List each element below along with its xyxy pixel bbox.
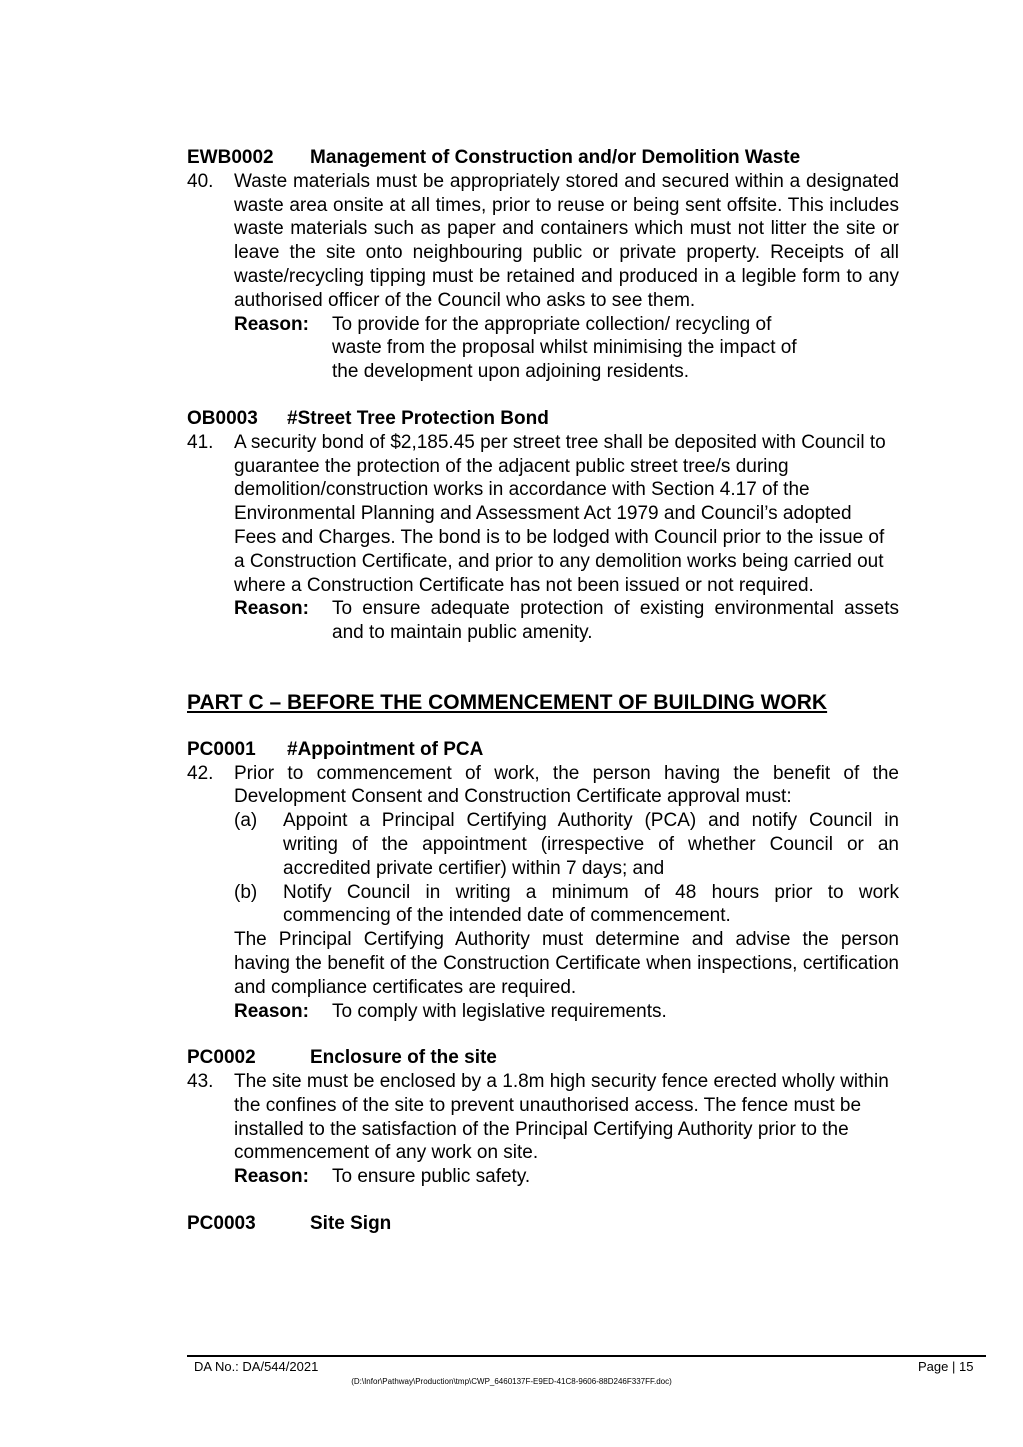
condition-number: 42. <box>187 762 214 784</box>
condition-title: Management of Construction and/or Demolition Waste <box>310 147 801 168</box>
condition-number: 41. <box>187 431 214 453</box>
reason-label: Reason: <box>234 1166 309 1188</box>
reason-block <box>234 1165 899 1189</box>
condition-code: PC0002 <box>187 1047 256 1069</box>
condition-code: PC0001 <box>187 738 256 760</box>
condition-code: EWB0002 <box>187 147 274 168</box>
footer-da-number: DA No.: DA/544/2021 <box>194 1359 319 1374</box>
footer-rule <box>187 1355 986 1357</box>
reason-block <box>234 313 899 384</box>
reason-text: To comply with legislative requirements. <box>332 1000 667 1022</box>
sub-item-a <box>234 809 899 880</box>
condition-number: 40. <box>187 170 214 192</box>
footer-file-path: (D:\Infor\Pathway\Production\tmp\CWP_6460137F-E9ED-41C8-9606-88D246F337FF.doc) <box>351 1377 672 1386</box>
condition-title: Enclosure of the site <box>310 1047 497 1069</box>
sub-item-text: Notify Council in writing a minimum of 48 hours prior to work commencing of the intended date of commencement. <box>283 881 899 927</box>
condition-heading-pc0002 <box>187 1046 899 1070</box>
document-content <box>187 146 899 1236</box>
sub-item-b <box>234 881 899 929</box>
condition-text: Prior to commencement of work, the person having the benefit of the Development Consent and Construction Certificate approval must: <box>234 762 899 808</box>
sub-item-label: (b) <box>234 881 258 903</box>
condition-heading-ewb0002 <box>187 146 899 170</box>
reason-label: Reason: <box>234 1000 309 1022</box>
condition-code: PC0003 <box>187 1213 256 1235</box>
condition-item-41 <box>187 431 899 645</box>
part-heading: PART C – BEFORE THE COMMENCEMENT OF BUILDING WORK <box>187 690 828 714</box>
sub-item-label: (a) <box>234 810 258 832</box>
reason-block <box>234 597 899 645</box>
condition-text: The site must be enclosed by a 1.8m high security fence erected wholly within the confines of the site to prevent unauthorised access. The fence must be installed to the satisfaction of the Principal Certifying Authority prior to the commencement of any work on site. <box>234 1071 889 1164</box>
condition-title: #Street Tree Protection Bond <box>287 407 549 429</box>
condition-item-43 <box>187 1070 899 1189</box>
reason-label: Reason: <box>234 598 309 620</box>
condition-text-continued: The Principal Certifying Authority must determine and advise the person having the benefit of the Construction Certificate when inspections, certification and compliance certificates are required. <box>234 929 899 998</box>
condition-heading-ob0003 <box>187 407 899 431</box>
reason-text: To provide for the appropriate collection/ recycling of waste from the proposal whilst minimising the impact of the development upon adjoining residents. <box>332 313 797 383</box>
reason-text: To ensure adequate protection of existing environmental assets and to maintain public amenity. <box>332 598 899 644</box>
condition-heading-pc0001 <box>187 738 899 762</box>
condition-number: 43. <box>187 1071 214 1093</box>
condition-code: OB0003 <box>187 407 258 429</box>
condition-text: Waste materials must be appropriately stored and secured within a designated waste area onsite at all times, prior to reuse or being sent offsite. This includes waste materials such as paper and containers which must not litter the site or leave the site onto neighbouring public or private property. Receipts of all waste/recycling tipping must be retained and produced in a legible form to any authorised officer of the Council who asks to see them. <box>234 170 899 311</box>
condition-item-40 <box>187 170 899 384</box>
condition-title: Site Sign <box>310 1213 392 1235</box>
reason-label: Reason: <box>234 313 309 335</box>
condition-title: #Appointment of PCA <box>287 738 484 760</box>
reason-block <box>234 1000 899 1024</box>
reason-text: To ensure public safety. <box>332 1166 531 1188</box>
footer-page-number: Page | 15 <box>918 1359 974 1374</box>
condition-text: A security bond of $2,185.45 per street tree shall be deposited with Council to guarantee the protection of the adjacent public street tree/s during demolition/construction works in accordance with Section 4.17 of the Environmental Planning and Assessment Act 1979 and Council’s adopted Fees and Charges. The bond is to be lodged with Council prior to the issue of a Construction Certificate, and prior to any demolition works being carried out where a Construction Certificate has not been issued or not required. <box>234 431 886 596</box>
condition-heading-pc0003 <box>187 1212 899 1236</box>
sub-item-text: Appoint a Principal Certifying Authority (PCA) and notify Council in writing of the appointment (irrespective of whether Council or an accredited private certifier) within 7 days; and <box>283 810 899 879</box>
condition-item-42 <box>187 762 899 1024</box>
